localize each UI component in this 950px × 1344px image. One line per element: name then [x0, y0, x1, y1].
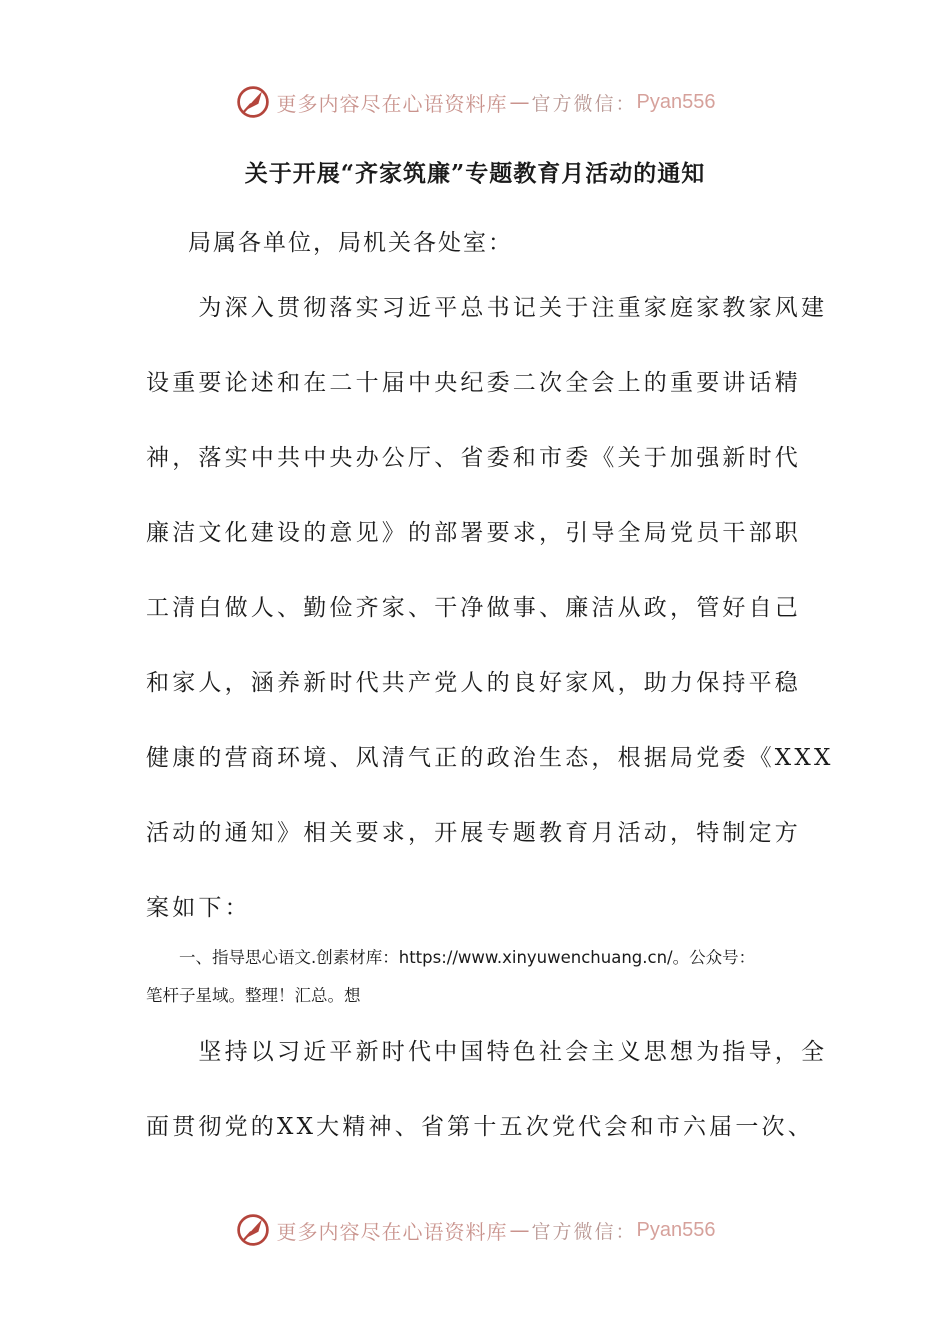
section-heading — [146, 946, 816, 1022]
footer-banner — [0, 1210, 950, 1250]
paragraph-line: 和家人，涵养新时代共产党人的良好家风，助力保持平稳 — [146, 670, 801, 696]
paragraph-line: 廉洁文化建设的意见》的部署要求，引导全局党员干部职 — [146, 520, 801, 546]
section-heading-line: 笔杆子星域。整理！汇总。想 — [146, 986, 361, 1005]
banner-title: 更多内容尽在心语资料库 — [276, 91, 508, 116]
banner-separator: — — [509, 90, 530, 114]
header-banner — [0, 82, 950, 122]
paragraph-line: 案如下： — [146, 895, 251, 921]
intro-paragraph — [146, 288, 834, 963]
banner-separator: — — [509, 1218, 530, 1242]
paragraph-line: 为深入贯彻落实习近平总书记关于注重家庭家教家风建 — [146, 295, 828, 321]
section-heading-line: 一、指导思心语文.创素材库：https://www.xinyuwenchuang.cn/。公众号： — [146, 948, 756, 967]
quill-logo-icon — [235, 84, 271, 120]
quill-logo-icon — [235, 1212, 271, 1248]
document-title: 关于开展“齐家筑廉”专题教育月活动的通知 — [244, 160, 706, 187]
paragraph-line: 工清白做人、勤俭齐家、干净做事、廉洁从政，管好自己 — [146, 595, 801, 621]
banner-wechat-label: 官方微信： — [531, 92, 637, 115]
salutation: 局属各单位，局机关各处室： — [188, 230, 513, 256]
body-paragraph — [146, 1032, 828, 1182]
banner-title: 更多内容尽在心语资料库 — [276, 1219, 508, 1244]
banner-wechat-label: 官方微信： — [531, 1220, 637, 1243]
paragraph-line: 面贯彻党的XX大精神、省第十五次党代会和市六届一次、 — [146, 1114, 814, 1140]
paragraph-line: 活动的通知》相关要求，开展专题教育月活动，特制定方 — [146, 820, 801, 846]
paragraph-line: 神，落实中共中央办公厅、省委和市委《关于加强新时代 — [146, 445, 801, 471]
paragraph-line: 健康的营商环境、风清气正的政治生态，根据局党委《XXX — [146, 745, 834, 771]
paragraph-line: 设重要论述和在二十届中央纪委二次全会上的重要讲话精 — [146, 370, 801, 396]
paragraph-line: 坚持以习近平新时代中国特色社会主义思想为指导，全 — [146, 1039, 828, 1065]
banner-wechat-id: Pyan556 — [636, 1218, 716, 1241]
banner-wechat-id: Pyan556 — [636, 90, 716, 113]
